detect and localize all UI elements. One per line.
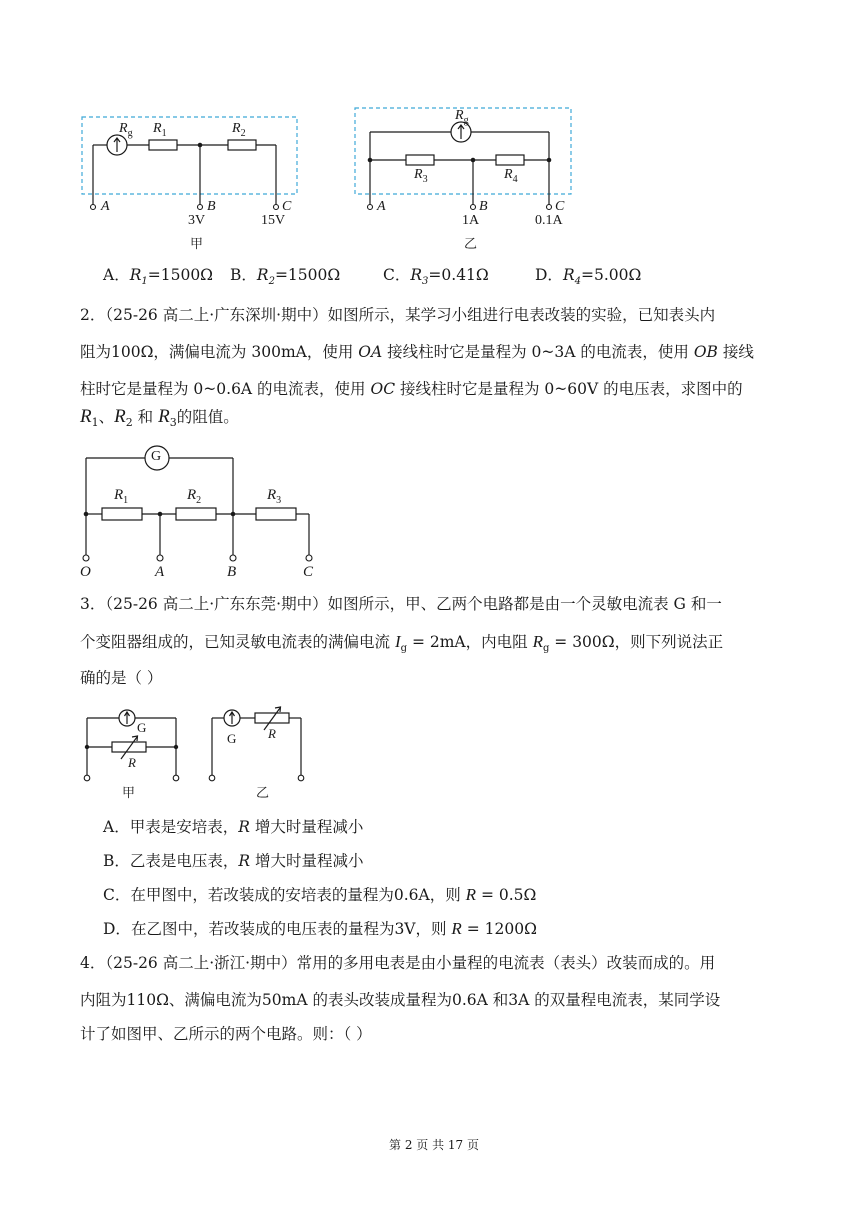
fig3-yi-g-label: G — [227, 731, 237, 746]
fig1-left-c-label: C — [282, 199, 292, 214]
fig1-right-terminal-a — [368, 205, 373, 210]
q4-line-3: 计了如图甲、乙所示的两个电路。则：（ ） — [80, 1025, 372, 1043]
fig3-yi-terminal-left — [209, 775, 215, 781]
fig1-left-r2-label: $R_2$ — [232, 121, 246, 139]
fig1-right-1a-label: 1A — [462, 213, 480, 228]
fig1-left-15v-label: 15V — [261, 213, 286, 228]
fig2-r2-resistor — [176, 508, 216, 520]
q3-line-1: 3．（25-26 高二上·广东东莞·期中）如图所示，甲、乙两个电路都是由一个灵敏电流表 G 和一 — [80, 595, 722, 613]
fig1-right-r4-resistor — [496, 155, 524, 165]
fig2-o-label: O — [80, 564, 91, 580]
fig1-right-0-1a-label: 0.1A — [535, 213, 563, 228]
fig1-left-caption: 甲 — [190, 237, 204, 252]
fig3-jia-g-label: G — [137, 720, 147, 735]
fig1-right-terminal-b — [471, 205, 476, 210]
q2-line-4: $R_1$、$R_2$ 和 $R_3$的阻值。 — [80, 406, 239, 430]
q3-option-c: C．在甲图中，若改装成的安培表的量程为0.6A，则 R = 0.5Ω — [103, 885, 537, 904]
q3-line-3: 确的是（ ） — [80, 669, 163, 687]
fig2-r1-label: $R_1$ — [114, 487, 129, 506]
fig2-r2-label: $R_2$ — [187, 487, 202, 506]
fig1-right-caption: 乙 — [464, 237, 478, 252]
fig1-right-r4-label: $R_4$ — [504, 167, 518, 185]
fig3-jia-r-label: R — [128, 755, 136, 770]
fig2-terminal-b — [230, 555, 236, 561]
fig1-left-r1-label: $R_1$ — [153, 121, 167, 139]
fig1-left-terminal-a — [91, 205, 96, 210]
fig2-c-label: C — [303, 564, 314, 580]
fig1-right-b-label: B — [479, 199, 488, 214]
fig2-terminal-a — [157, 555, 163, 561]
fig2-r3-resistor — [256, 508, 296, 520]
q1-option-d: D．$R_4=5.00\Omega$ — [535, 266, 642, 288]
fig3-yi-terminal-right — [298, 775, 304, 781]
fig1-left-terminal-c — [274, 205, 279, 210]
fig1-right-r3-label: $R_3$ — [414, 167, 428, 185]
fig2-galvanometer-label: G — [151, 449, 162, 464]
q2-line-1: 2．（25-26 高二上·广东深圳·期中）如图所示，某学习小组进行电表改装的实验，已知表头内 — [80, 306, 716, 324]
fig1-right-rg-label: $R_g$ — [455, 108, 469, 126]
page-footer: 第 2 页 共 17 页 — [389, 1138, 479, 1152]
q1-option-a: A．$R_1=1500\Omega$ — [103, 266, 214, 288]
fig1-right-a-label: A — [377, 199, 386, 214]
fig1-right-c-label: C — [555, 199, 565, 214]
fig1-left-3v-label: 3V — [188, 213, 206, 228]
fig1-left-b-label: B — [207, 199, 216, 214]
q1-option-c: C．$R_3=0.41\Omega$ — [383, 266, 489, 288]
q3-option-d: D．在乙图中，若改装成的电压表的量程为3V，则 R = 1200Ω — [103, 919, 537, 938]
fig1-left-a-label: A — [101, 199, 110, 214]
fig1-left-terminal-b — [198, 205, 203, 210]
fig2-terminal-o — [83, 555, 89, 561]
q3-option-a: A．甲表是安培表，R 增大时量程减小 — [103, 818, 364, 836]
fig2-r3-label: $R_3$ — [267, 487, 282, 506]
fig3-jia-terminal-left — [84, 775, 90, 781]
fig2-b-label: B — [227, 564, 237, 580]
fig1-left-rg-label: $R_g$ — [119, 121, 133, 139]
fig3-yi-r-label: R — [268, 726, 276, 741]
fig3-jia-caption: 甲 — [122, 786, 136, 801]
fig1-left-dashed-box — [82, 117, 297, 194]
fig2-r1-resistor — [102, 508, 142, 520]
fig3-yi-caption: 乙 — [256, 786, 270, 801]
q2-line-2: 阻为100Ω，满偏电流为 300mA，使用 OA 接线柱时它是量程为 0~3A 的电流表，使用 OB 接线 — [80, 343, 754, 361]
q1-option-b: B．$R_2=1500\Omega$ — [230, 266, 341, 288]
fig1-left-r1-resistor — [149, 140, 177, 150]
q4-line-1: 4．（25-26 高二上·浙江·期中）常用的多用电表是由小量程的电流表（表头）改装而成的。用 — [80, 954, 716, 972]
fig2-terminal-c — [306, 555, 312, 561]
fig1-right-terminal-c — [547, 205, 552, 210]
fig1-right-r3-resistor — [406, 155, 434, 165]
fig2-a-label: A — [155, 564, 165, 580]
fig3-jia-terminal-right — [173, 775, 179, 781]
q3-line-2: 个变阻器组成的，已知灵敏电流表的满偏电流 $I_g = 2mA$，内电阻 $R_g = 300\Omega$，则下列说法正 — [80, 632, 724, 655]
q3-option-b: B．乙表是电压表，R 增大时量程减小 — [103, 852, 364, 870]
q4-line-2: 内阻为110Ω、满偏电流为50mA 的表头改装成量程为0.6A 和3A 的双量程电流表，某同学设 — [80, 991, 721, 1009]
q2-line-3: 柱时它是量程为 0~0.6A 的电流表，使用 OC 接线柱时它是量程为 0~60V 的电压表，求图中的 — [80, 380, 743, 398]
fig1-left-r2-resistor — [228, 140, 256, 150]
